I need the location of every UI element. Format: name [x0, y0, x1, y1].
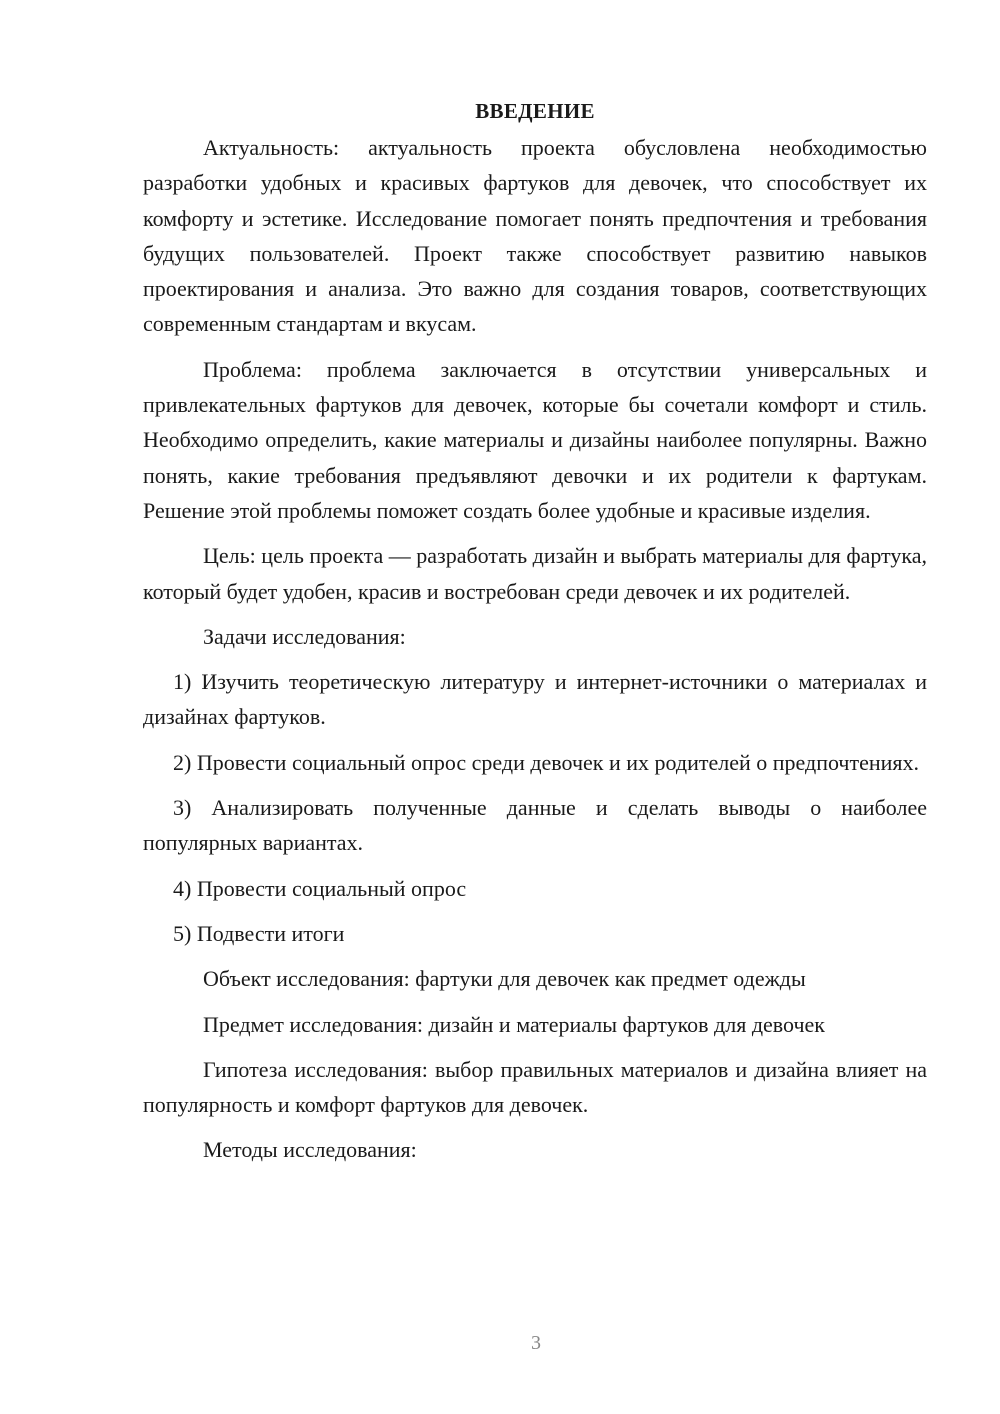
- task-item-3: 3) Анализировать полученные данные и сделать выводы о наиболее популярных вариантах.: [143, 795, 927, 856]
- task-item-4: 4) Провести социальный опрос: [173, 875, 467, 901]
- problem-paragraph: Проблема: проблема заключается в отсутствии универсальных и привлекательных фартуков для девочек, которые бы сочетали комфорт и стиль. Необходимо определить, какие материалы и дизайны наиболее популярны. Важно понять, какие требования предъявляют девочки и их родители к фартукам. Решение этой проблемы поможет создать более удобные и красивые изделия.: [143, 356, 927, 523]
- task-item-2: 2) Провести социальный опрос среди девочек и их родителей о предпочтениях.: [173, 749, 920, 775]
- relevance-paragraph: Актуальность: актуальность проекта обусловлена необходимостью разработки удобных и красивых фартуков для девочек, что способствует их комфорту и эстетике. Исследование помогает понять предпочтения и требования будущих пользователей. Проект также способствует развитию навыков проектирования и анализа. Это важно для создания товаров, соответствующих современным стандартам и вкусам.: [143, 135, 927, 337]
- subject-paragraph: Предмет исследования: дизайн и материалы фартуков для девочек: [203, 1011, 825, 1037]
- object-paragraph: Объект исследования: фартуки для девочек как предмет одежды: [203, 966, 806, 992]
- tasks-title: Задачи исследования:: [203, 623, 406, 649]
- section-heading: ВВЕДЕНИЕ: [475, 99, 595, 123]
- page-content: [143, 94, 927, 1178]
- goal-paragraph: Цель: цель проекта — разработать дизайн и выбрать материалы для фартука, который будет удобен, красив и востребован среди девочек и их родителей.: [143, 543, 927, 604]
- task-item-1: 1) Изучить теоретическую литературу и интернет-источники о материалах и дизайнах фартуков.: [143, 669, 927, 730]
- hypothesis-paragraph: Гипотеза исследования: выбор правильных материалов и дизайна влияет на популярность и комфорт фартуков для девочек.: [143, 1056, 927, 1118]
- page-number: 3: [531, 1332, 541, 1354]
- methods-title: Методы исследования:: [203, 1137, 417, 1163]
- task-item-5: 5) Подвести итоги: [173, 920, 345, 946]
